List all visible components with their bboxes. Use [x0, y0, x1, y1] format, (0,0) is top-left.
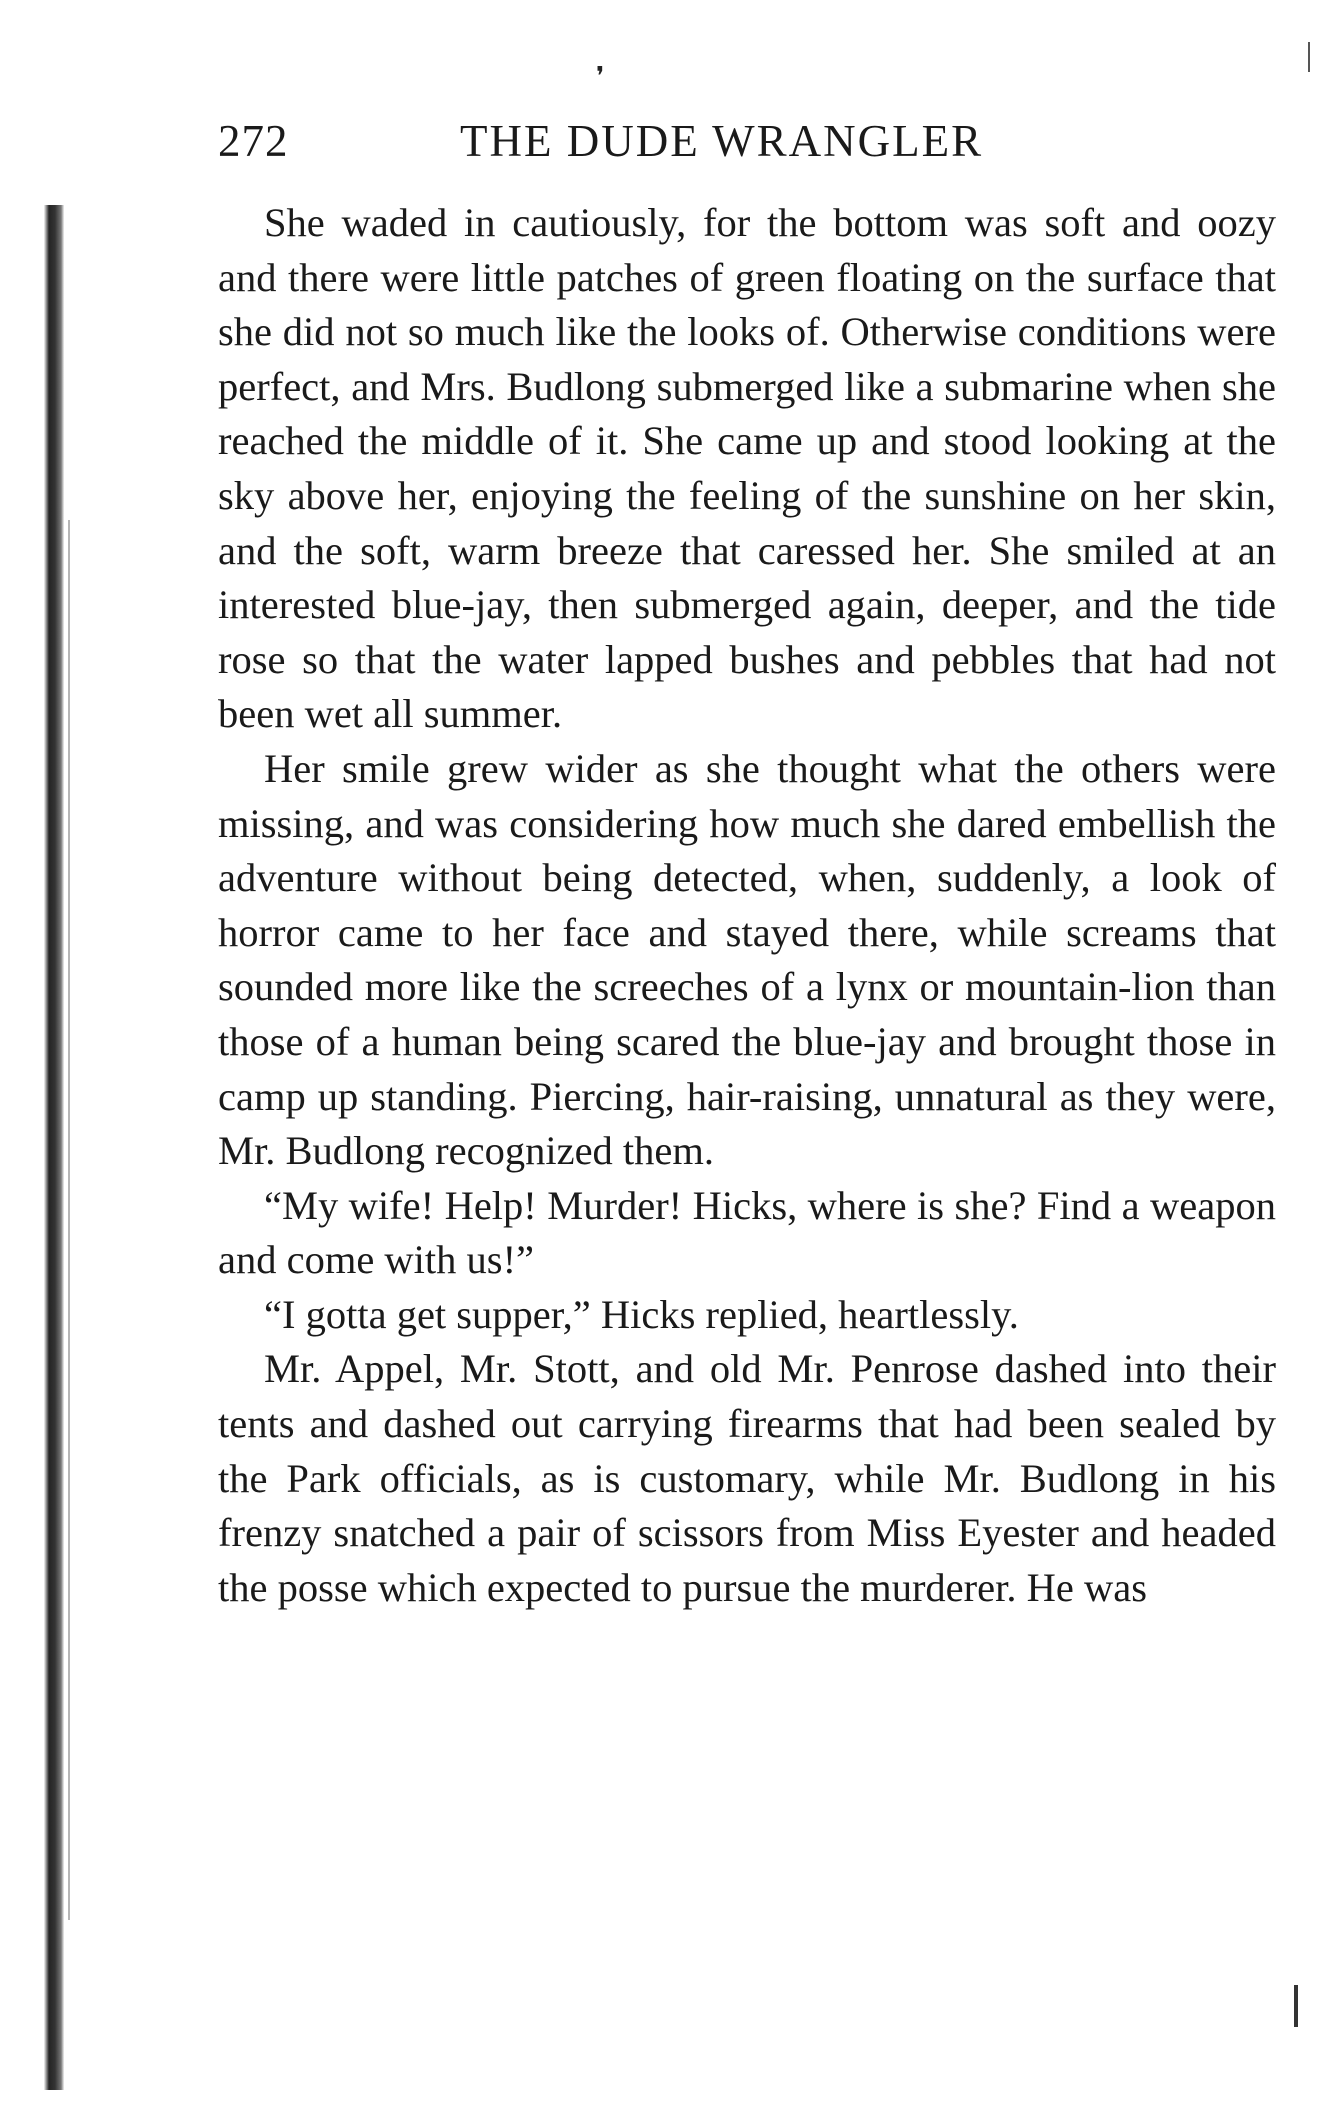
- paragraph-5: Mr. Appel, Mr. Stott, and old Mr. Penrose dashed into their tents and dashed out carrying firearms that had been sealed by the Park officials, as is customary, while Mr. Budlong in his frenzy snatched a pair of scissors from Miss Eyester and headed the posse which expected to pursue the murderer. He was: [218, 1346, 1276, 1610]
- page-edge-mark-bottom: [1294, 1985, 1298, 2027]
- paragraph-3: “My wife! Help! Murder! Hicks, where is she? Find a weapon and come with us!”: [218, 1182, 1276, 1283]
- page-header: [218, 115, 1058, 165]
- page-edge-mark-top: [1308, 42, 1310, 72]
- paragraph-1: She waded in cautiously, for the bottom was soft and oozy and there were little patches of green floating on the surface that she did not so much like the looks of. Otherwise conditions were perfect, and Mrs. Budlong submerged like a submarine when she reached the middle of it. She came up and stood looking at the sky above her, enjoying the feeling of the sunshine on her skin, and the soft, warm breeze that caressed her. She smiled at an interested blue-jay, then submerged again, deeper, and the tide rose so that the water lapped bushes and pebbles that had not been wet all summer.: [218, 200, 1276, 737]
- paragraph-4: “I gotta get supper,” Hicks replied, heartlessly.: [264, 1291, 1019, 1337]
- binding-gutter-shadow: [44, 205, 64, 2090]
- running-title: THE DUDE WRANGLER: [460, 116, 984, 166]
- paragraph-2: Her smile grew wider as she thought what the others were missing, and was considering how much she dared embellish the adventure without being detected, when, suddenly, a look of horror came to her face and stayed there, while screams that sounded more like the screeches of a lynx or mountain-lion than those of a human being scared the blue-jay and brought those in camp up standing. Piercing, hair-raising, unnatural as they were, Mr. Budlong recognized them.: [218, 745, 1276, 1174]
- page-number: 272: [218, 116, 289, 166]
- ink-speck: ❜: [596, 62, 605, 91]
- binding-gutter-line: [68, 520, 70, 1920]
- body-text: [218, 196, 1276, 1615]
